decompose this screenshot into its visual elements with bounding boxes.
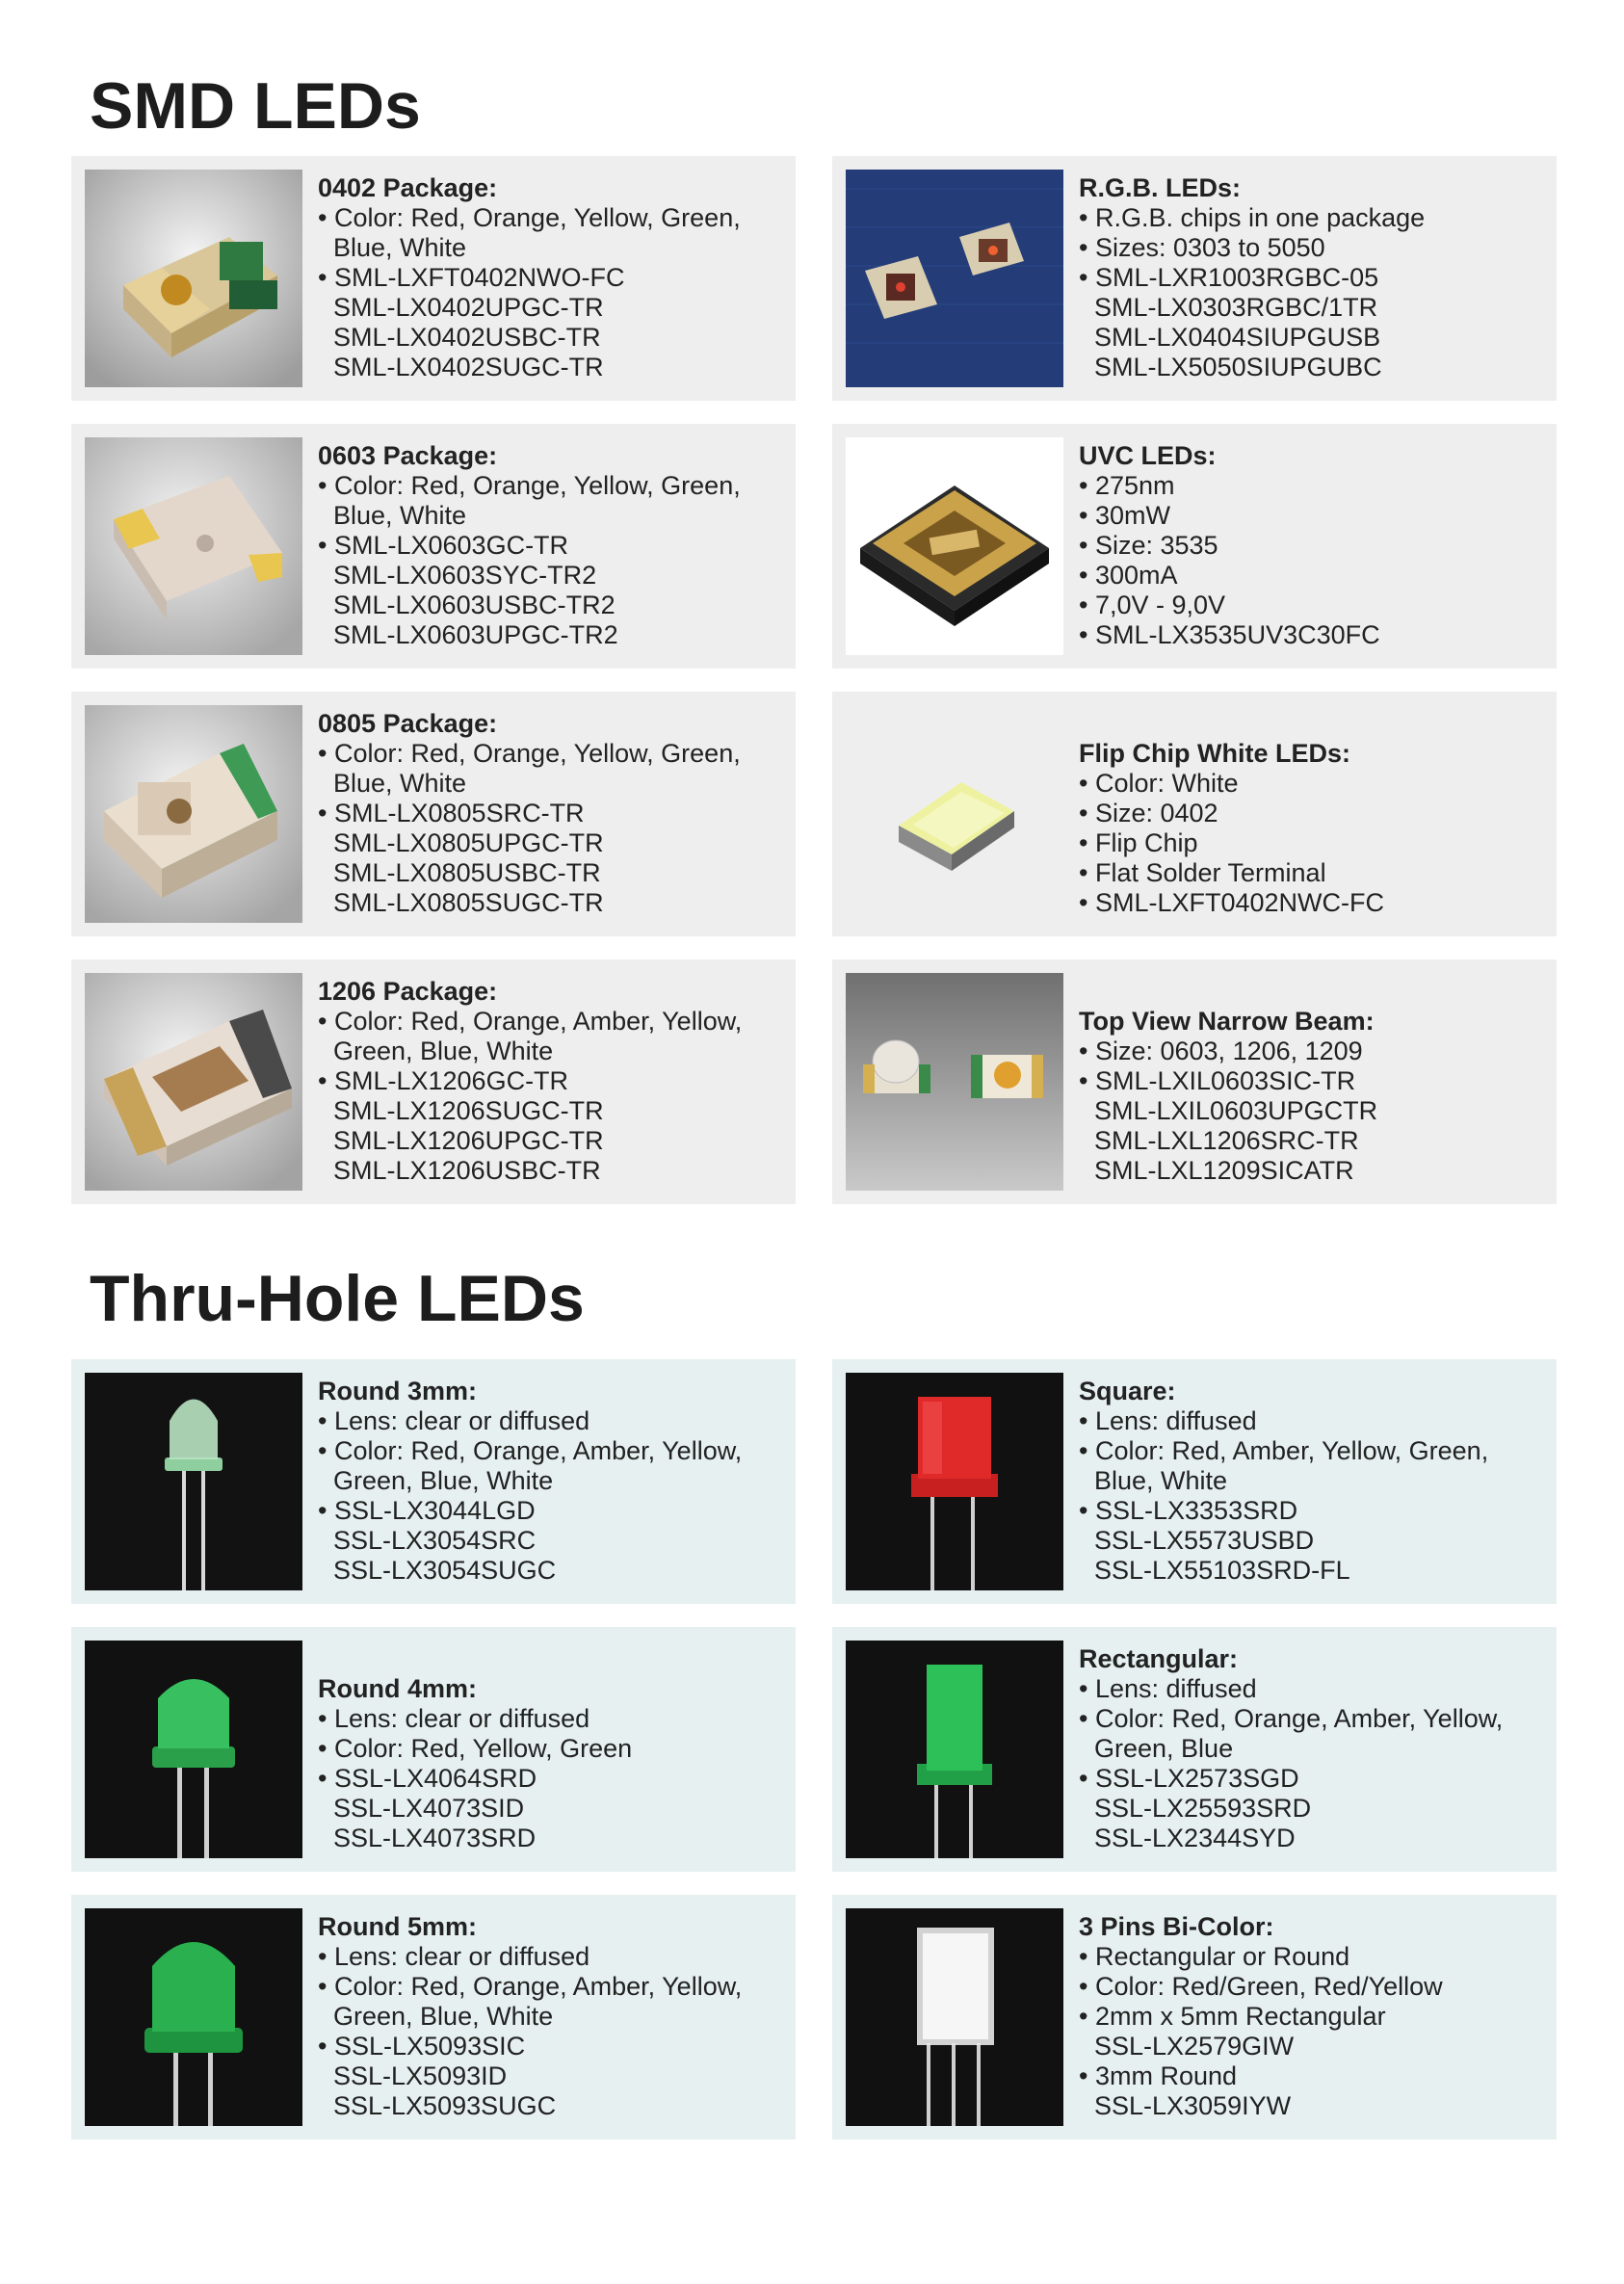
spec-bullet: • Size: 0402: [1079, 799, 1545, 828]
spec-bullet: • SSL-LX3353SRD: [1079, 1496, 1545, 1526]
spec-continuation: SSL-LX5093ID: [333, 2061, 508, 2090]
spec-continuation: SSL-LX2344SYD: [1094, 1824, 1296, 1852]
product-card-text: [1079, 173, 1545, 382]
round-3mm-led-photo: [85, 1373, 302, 1590]
spec-continuation: SML-LX0603USBC-TR2: [333, 591, 616, 619]
spec-continuation: SSL-LX4073SRD: [333, 1824, 537, 1852]
round-4mm-led-photo: [85, 1641, 302, 1858]
product-card-text: [1079, 441, 1545, 650]
spec-bullet: • SML-LXFT0402NWC-FC: [1079, 888, 1545, 918]
spec-continuation: SML-LXL1206SRC-TR: [1094, 1126, 1359, 1155]
spec-bullet: • SML-LX1206GC-TR: [318, 1066, 784, 1096]
product-card-uvc: [832, 424, 1557, 669]
product-card-title: Round 4mm:: [318, 1674, 477, 1703]
product-card-title: Top View Narrow Beam:: [1079, 1007, 1375, 1036]
spec-continuation: Green, Blue, White: [333, 1037, 554, 1065]
product-card-title: 0805 Package:: [318, 709, 498, 738]
spec-continuation: SSL-LX25593SRD: [1094, 1794, 1312, 1823]
spec-bullet: • Color: Red, Yellow, Green: [318, 1734, 784, 1764]
product-card-text: [318, 1674, 784, 1853]
spec-bullet: • SML-LXFT0402NWO-FC: [318, 263, 784, 293]
spec-bullet: • 300mA: [1079, 561, 1545, 591]
spec-bullet: • 7,0V - 9,0V: [1079, 591, 1545, 620]
spec-continuation: Green, Blue, White: [333, 2002, 554, 2031]
narrow-beam-led-photo: [846, 973, 1063, 1191]
product-card-text: [1079, 1644, 1545, 1853]
spec-bullet: • Lens: diffused: [1079, 1674, 1545, 1704]
smd-0402-led-photo: [85, 170, 302, 387]
spec-bullet: • Flip Chip: [1079, 828, 1545, 858]
spec-continuation: SML-LX0402SUGC-TR: [333, 353, 604, 381]
spec-bullet: • 275nm: [1079, 471, 1545, 501]
smd-1206-led-photo: [85, 973, 302, 1191]
spec-bullet: • Lens: clear or diffused: [318, 1942, 784, 1972]
spec-continuation: Blue, White: [1094, 1466, 1228, 1495]
spec-continuation: SSL-LX3054SRC: [333, 1526, 537, 1555]
spec-continuation: SML-LX0805UPGC-TR: [333, 828, 604, 857]
spec-bullet: • Color: Red, Orange, Yellow, Green,: [318, 471, 784, 501]
product-card-title: Square:: [1079, 1377, 1176, 1405]
spec-bullet: • Lens: diffused: [1079, 1406, 1545, 1436]
product-card-title: Round 3mm:: [318, 1377, 477, 1405]
spec-bullet: • Color: Red/Green, Red/Yellow: [1079, 1972, 1545, 2002]
bi-color-led-photo: [846, 1908, 1063, 2126]
product-card-title: R.G.B. LEDs:: [1079, 173, 1242, 202]
product-card-0402: [71, 156, 796, 401]
product-card-text: [318, 977, 784, 1186]
product-card-r3: [71, 1359, 796, 1604]
product-card-r4: [71, 1627, 796, 1872]
product-card-bi: [832, 1895, 1557, 2140]
product-card-text: [318, 709, 784, 918]
spec-bullet: • Color: Red, Orange, Yellow, Green,: [318, 203, 784, 233]
spec-bullet: • Flat Solder Terminal: [1079, 858, 1545, 888]
spec-bullet: • Color: Red, Orange, Amber, Yellow,: [318, 1007, 784, 1037]
product-card-text: [318, 1377, 784, 1586]
smd-section-title: SMD LEDs: [90, 69, 421, 143]
round-5mm-led-photo: [85, 1908, 302, 2126]
spec-bullet: • SSL-LX4064SRD: [318, 1764, 784, 1794]
product-card-rect: [832, 1627, 1557, 1872]
spec-bullet: • Lens: clear or diffused: [318, 1406, 784, 1436]
product-card-0603: [71, 424, 796, 669]
spec-continuation: Blue, White: [333, 769, 467, 798]
spec-bullet: • Lens: clear or diffused: [318, 1704, 784, 1734]
spec-continuation: SML-LX0402USBC-TR: [333, 323, 601, 352]
spec-continuation: SML-LX0402UPGC-TR: [333, 293, 604, 322]
spec-continuation: SML-LXL1209SICATR: [1094, 1156, 1354, 1185]
spec-bullet: • Rectangular or Round: [1079, 1942, 1545, 1972]
spec-bullet: • Size: 3535: [1079, 531, 1545, 561]
spec-bullet: • 2mm x 5mm Rectangular: [1079, 2002, 1545, 2032]
product-card-text: [318, 441, 784, 650]
square-led-photo: [846, 1373, 1063, 1590]
spec-bullet: • 3mm Round: [1079, 2061, 1545, 2091]
product-card-sq: [832, 1359, 1557, 1604]
spec-bullet: • SML-LXR1003RGBC-05: [1079, 263, 1545, 293]
product-card-title: Flip Chip White LEDs:: [1079, 739, 1350, 768]
spec-bullet: • Color: Red, Orange, Amber, Yellow,: [1079, 1704, 1545, 1734]
spec-bullet: • 30mW: [1079, 501, 1545, 531]
product-card-rgb: [832, 156, 1557, 401]
thru-hole-product-grid: [71, 1359, 1557, 2140]
spec-continuation: SML-LXIL0603UPGCTR: [1094, 1096, 1378, 1125]
product-card-title: 0603 Package:: [318, 441, 498, 470]
smd-0603-led-photo: [85, 437, 302, 655]
product-card-title: Round 5mm:: [318, 1912, 477, 1941]
product-card-title: Rectangular:: [1079, 1644, 1239, 1673]
product-card-title: UVC LEDs:: [1079, 441, 1217, 470]
spec-continuation: SML-LX0603UPGC-TR2: [333, 620, 618, 649]
spec-bullet: • SML-LX0603GC-TR: [318, 531, 784, 561]
product-card-1206: [71, 959, 796, 1204]
spec-bullet: • SSL-LX2573SGD: [1079, 1764, 1545, 1794]
spec-bullet: • Color: Red, Orange, Yellow, Green,: [318, 739, 784, 769]
spec-continuation: SSL-LX3059IYW: [1094, 2091, 1292, 2120]
spec-continuation: SML-LX5050SIUPGUBC: [1094, 353, 1382, 381]
spec-continuation: SML-LX1206UPGC-TR: [333, 1126, 604, 1155]
spec-bullet: • R.G.B. chips in one package: [1079, 203, 1545, 233]
spec-continuation: SML-LX1206SUGC-TR: [333, 1096, 604, 1125]
spec-continuation: SSL-LX2579GIW: [1094, 2032, 1295, 2061]
product-card-text: [1079, 739, 1545, 918]
spec-continuation: Green, Blue: [1094, 1734, 1234, 1763]
spec-bullet: • Color: Red, Amber, Yellow, Green,: [1079, 1436, 1545, 1466]
spec-continuation: SML-LX1206USBC-TR: [333, 1156, 601, 1185]
spec-continuation: SSL-LX3054SUGC: [333, 1556, 557, 1585]
product-card-title: 1206 Package:: [318, 977, 498, 1006]
product-card-text: [318, 173, 784, 382]
spec-bullet: • Color: Red, Orange, Amber, Yellow,: [318, 1972, 784, 2002]
spec-continuation: SML-LX0603SYC-TR2: [333, 561, 597, 590]
spec-continuation: SML-LX0805SUGC-TR: [333, 888, 604, 917]
spec-bullet: • Sizes: 0303 to 5050: [1079, 233, 1545, 263]
flip-chip-led-photo: [846, 705, 1063, 923]
product-card-text: [318, 1912, 784, 2121]
spec-bullet: • SML-LXIL0603SIC-TR: [1079, 1066, 1545, 1096]
spec-continuation: SML-LX0404SIUPGUSB: [1094, 323, 1381, 352]
spec-continuation: SML-LX0805USBC-TR: [333, 858, 601, 887]
product-card-r5: [71, 1895, 796, 2140]
spec-bullet: • SML-LX0805SRC-TR: [318, 799, 784, 828]
spec-bullet: • SML-LX3535UV3C30FC: [1079, 620, 1545, 650]
smd-0805-led-photo: [85, 705, 302, 923]
spec-continuation: SML-LX0303RGBC/1TR: [1094, 293, 1378, 322]
thru-hole-section-title: Thru-Hole LEDs: [90, 1262, 585, 1335]
product-card-title: 3 Pins Bi-Color:: [1079, 1912, 1274, 1941]
smd-product-grid: [71, 156, 1557, 1204]
spec-continuation: SSL-LX4073SID: [333, 1794, 525, 1823]
spec-continuation: SSL-LX5573USBD: [1094, 1526, 1315, 1555]
spec-continuation: SSL-LX5093SUGC: [333, 2091, 557, 2120]
product-card-title: 0402 Package:: [318, 173, 498, 202]
spec-bullet: • Color: Red, Orange, Amber, Yellow,: [318, 1436, 784, 1466]
spec-bullet: • SSL-LX5093SIC: [318, 2032, 784, 2061]
spec-continuation: Green, Blue, White: [333, 1466, 554, 1495]
spec-bullet: • SSL-LX3044LGD: [318, 1496, 784, 1526]
rectangular-led-photo: [846, 1641, 1063, 1858]
rgb-led-photo: [846, 170, 1063, 387]
spec-bullet: • Size: 0603, 1206, 1209: [1079, 1037, 1545, 1066]
spec-continuation: SSL-LX55103SRD-FL: [1094, 1556, 1350, 1585]
spec-bullet: • Color: White: [1079, 769, 1545, 799]
product-card-flip: [832, 692, 1557, 936]
product-card-narrow: [832, 959, 1557, 1204]
uvc-led-photo: [846, 437, 1063, 655]
product-card-text: [1079, 1377, 1545, 1586]
product-card-0805: [71, 692, 796, 936]
spec-continuation: Blue, White: [333, 501, 467, 530]
product-card-text: [1079, 1007, 1545, 1186]
product-card-text: [1079, 1912, 1545, 2121]
spec-continuation: Blue, White: [333, 233, 467, 262]
